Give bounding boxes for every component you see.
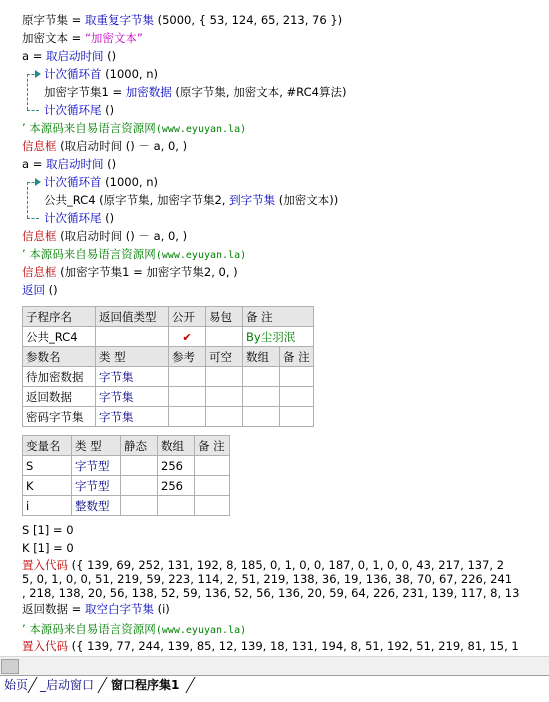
var-name[interactable]: S <box>23 456 72 476</box>
column-header: 公开 <box>169 307 206 327</box>
code-line[interactable]: 置入代码 ({ 139, 69, 252, 131, 192, 8, 185, 0, 1, 0, 0, 187, 0, 1, 0, 0, 43, 217, 137, 2 <box>22 558 505 572</box>
tab-startup-window[interactable]: _启动窗口 <box>40 678 95 692</box>
column-header: 变量名 <box>23 436 72 456</box>
column-header: 参数名 <box>23 347 96 367</box>
param-note[interactable] <box>280 387 314 407</box>
var-array[interactable]: 256 <box>158 476 195 496</box>
var-note[interactable] <box>195 496 230 516</box>
var-type[interactable]: 字节型 <box>72 476 121 496</box>
loop-arrow-icon <box>35 178 41 186</box>
var-array[interactable]: 256 <box>158 456 195 476</box>
param-name[interactable]: 密码字节集 <box>23 407 96 427</box>
note-cell[interactable]: By尘羽泯 <box>243 327 314 347</box>
code-comment[interactable]: ’ 本源码来自易语言资源网(www.eyuyan.la) <box>22 622 247 636</box>
tab-start-page[interactable]: 始页 <box>4 678 29 692</box>
table-row[interactable] <box>23 327 314 347</box>
code-line[interactable]: 加密文本 = “加密文本” <box>22 31 143 45</box>
param-ref[interactable] <box>169 407 206 427</box>
table-row[interactable] <box>23 476 230 496</box>
code-line[interactable]: 5, 0, 1, 0, 0, 51, 219, 59, 223, 114, 2, 51, 219, 138, 36, 19, 136, 38, 70, 67, 226, 241 <box>22 572 513 586</box>
param-nullable[interactable] <box>206 407 243 427</box>
column-header: 子程序名 <box>23 307 96 327</box>
var-note[interactable] <box>195 476 230 496</box>
column-header: 备 注 <box>280 347 314 367</box>
code-line[interactable]: 信息框 (取启动时间 () － a, 0, ) <box>22 229 188 243</box>
var-array[interactable] <box>158 496 195 516</box>
column-header: 参考 <box>169 347 206 367</box>
param-note[interactable] <box>280 407 314 427</box>
column-header: 返回值类型 <box>96 307 169 327</box>
var-static[interactable] <box>121 456 158 476</box>
horizontal-scrollbar[interactable] <box>0 656 549 675</box>
loop-connector <box>27 110 39 111</box>
param-array[interactable] <box>243 387 280 407</box>
code-line[interactable]: 计次循环尾 () <box>44 211 115 225</box>
param-type[interactable]: 字节集 <box>96 407 169 427</box>
param-array[interactable] <box>243 407 280 427</box>
param-note[interactable] <box>280 367 314 387</box>
column-header: 类 型 <box>72 436 121 456</box>
code-comment[interactable]: ’ 本源码来自易语言资源网(www.eyuyan.la) <box>22 247 247 261</box>
code-line[interactable]: 信息框 (取启动时间 () － a, 0, ) <box>22 139 188 153</box>
var-type[interactable]: 整数型 <box>72 496 121 516</box>
column-header: 静态 <box>121 436 158 456</box>
code-line[interactable]: 计次循环首 (1000, n) <box>44 67 158 81</box>
param-ref[interactable] <box>169 387 206 407</box>
code-line[interactable]: 返回数据 = 取空白字节集 (i) <box>22 602 170 616</box>
tab-bar <box>0 675 549 702</box>
table-header-row <box>23 436 230 456</box>
var-note[interactable] <box>195 456 230 476</box>
var-name[interactable]: K <box>23 476 72 496</box>
param-name[interactable]: 返回数据 <box>23 387 96 407</box>
tab-divider <box>185 677 205 693</box>
code-line[interactable]: 计次循环尾 () <box>44 103 115 117</box>
table-row[interactable] <box>23 367 314 387</box>
code-line[interactable]: 原字节集 = 取重复字节集 (5000, { 53, 124, 65, 213, 76 }) <box>22 13 343 27</box>
loop-connector <box>27 74 28 110</box>
return-type[interactable] <box>96 327 169 347</box>
table-row[interactable] <box>23 496 230 516</box>
code-line[interactable]: 置入代码 ({ 139, 77, 244, 139, 85, 12, 139, 18, 131, 194, 8, 51, 192, 51, 219, 81, 15, 1 <box>22 639 519 653</box>
code-line[interactable]: 公共_RC4 (原字节集, 加密字节集2, 到字节集 (加密文本)) <box>44 193 339 207</box>
code-comment[interactable]: ’ 本源码来自易语言资源网(www.eyuyan.la) <box>22 121 247 135</box>
column-header: 类 型 <box>96 347 169 367</box>
column-header: 数组 <box>243 347 280 367</box>
table-row[interactable] <box>23 387 314 407</box>
table-row[interactable] <box>23 407 314 427</box>
tab-window-assembly[interactable]: 窗口程序集1 <box>111 678 180 692</box>
param-nullable[interactable] <box>206 367 243 387</box>
subroutine-table <box>22 306 314 427</box>
code-line[interactable]: , 218, 138, 20, 56, 138, 52, 59, 136, 52, 56, 136, 20, 59, 64, 226, 231, 139, 117, 8, 13 <box>22 586 520 600</box>
column-header: 易包 <box>206 307 243 327</box>
param-array[interactable] <box>243 367 280 387</box>
column-header: 备 注 <box>243 307 314 327</box>
var-type[interactable]: 字节型 <box>72 456 121 476</box>
table-row[interactable] <box>23 456 230 476</box>
loop-connector <box>27 182 28 218</box>
param-type[interactable]: 字节集 <box>96 387 169 407</box>
param-ref[interactable] <box>169 367 206 387</box>
var-name[interactable]: i <box>23 496 72 516</box>
subroutine-name[interactable]: 公共_RC4 <box>23 327 96 347</box>
code-line[interactable]: 计次循环首 (1000, n) <box>44 175 158 189</box>
table-header-row <box>23 307 314 327</box>
var-static[interactable] <box>121 476 158 496</box>
code-line[interactable]: K [1] = 0 <box>22 541 74 555</box>
param-type[interactable]: 字节集 <box>96 367 169 387</box>
code-line[interactable]: a = 取启动时间 () <box>22 157 117 171</box>
code-line[interactable]: 返回 () <box>22 283 58 297</box>
column-header: 可空 <box>206 347 243 367</box>
public-check-icon[interactable]: ✔ <box>169 327 206 347</box>
var-static[interactable] <box>121 496 158 516</box>
variable-table <box>22 435 230 516</box>
param-name[interactable]: 待加密数据 <box>23 367 96 387</box>
loop-connector <box>27 218 39 219</box>
loop-arrow-icon <box>35 70 41 78</box>
table-header-row <box>23 347 314 367</box>
scrollbar-thumb[interactable] <box>1 659 19 674</box>
code-line[interactable]: 信息框 (加密字节集1 = 加密字节集2, 0, ) <box>22 265 238 279</box>
column-header: 备 注 <box>195 436 230 456</box>
package-cell[interactable] <box>206 327 243 347</box>
code-line[interactable]: 加密字节集1 = 加密数据 (原字节集, 加密文本, #RC4算法) <box>44 85 347 99</box>
param-nullable[interactable] <box>206 387 243 407</box>
code-line[interactable]: a = 取启动时间 () <box>22 49 117 63</box>
column-header: 数组 <box>158 436 195 456</box>
code-line[interactable]: S [1] = 0 <box>22 523 74 537</box>
